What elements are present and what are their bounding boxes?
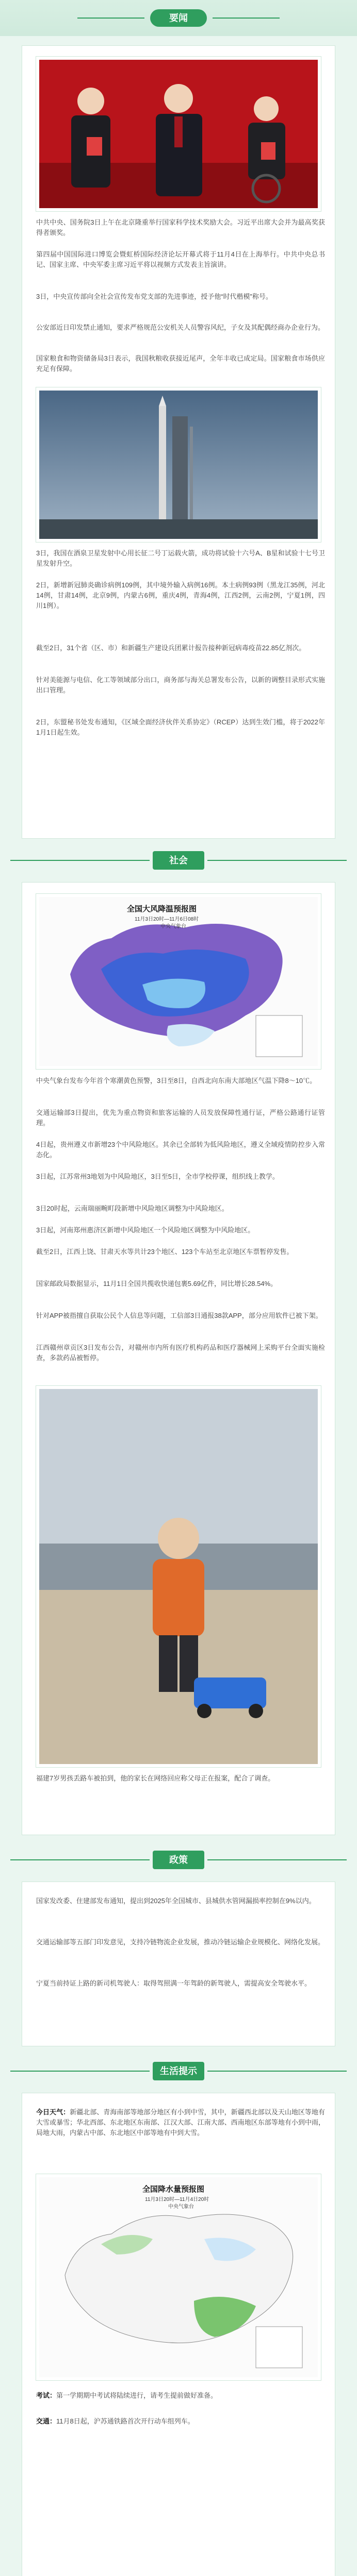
life-traffic-label: 交通： [36,2417,57,2425]
cold-wave-map-time: 11月3日20时—11月6日08时 [135,917,199,922]
society-item-3: 4日起，贵州遵义市新增23个中风险地区。其余已全部转为低风险地区，遵义全域疫情防控步入常态化。 [36,1141,325,1159]
banner-line-left [77,18,144,19]
section-bar-right [207,1859,347,1860]
top-banner [0,0,357,36]
life-traffic [36,2416,325,2427]
beach-child-illustration [39,1389,318,1764]
banner-line-right [213,18,280,19]
life-exam-label: 考试： [36,2392,57,2399]
news-item-2: 第四届中国国际进口博览会暨虹桥国际经济论坛开幕式将于11月4日在上海举行。中共中央总书记、国家主席、中央军委主席习近平将以视频方式发表主旨演讲。 [36,250,325,268]
life-weather [36,2107,325,2138]
section-life [0,2056,357,2087]
news-item-8: 截至2日，31个省（区、市）和新疆生产建设兵团累计报告接种新冠病毒疫苗22.85亿剂次。 [36,644,306,652]
society-item-1: 中央气象台发布今年首个寒潮黄色预警，3日至8日，自西北向东南大部地区气温下降8～10℃。 [36,1077,317,1084]
society-item-7: 截至2日，江西上饶、甘肃天水等共计23个地区、123个车站至北京地区车票暂停发售。 [36,1248,294,1256]
section-bar-left [10,1859,150,1860]
news-item-3: 3日，中央宣传部向全社会宣传发布党支部的先进事迹，授予他“时代楷模”称号。 [36,293,272,300]
policy-item-3: 宁夏当前持证上路的新司机驾驶人：取得驾照满一年驾龄的新驾驶人，需提高安全驾驶水平。 [36,1979,312,1987]
life-exam [36,2391,325,2401]
cold-wave-map [36,894,321,1069]
life-weather-label: 今日天气： [36,2108,70,2116]
section-bar-right [207,860,347,861]
life-exam-text: 第一学期期中考试将陆续进行，请考生提前做好准备。 [56,2392,218,2399]
section-bar-right [207,2071,347,2072]
news-item-4: 公安部近日印发禁止通知，要求严格规范公安机关人员警容风纪，子女及其配偶经商办企业行为。 [36,324,325,331]
precip-map-org: 中央气象台 [168,2204,194,2210]
news-item-10: 2日，东盟秘书处发布通知，《区域全面经济伙伴关系协定》（RCEP）达到生效门槛，将于2022年1月1日起生效。 [36,718,325,736]
ceremony-illustration [39,60,318,208]
society-item-5: 3日20时起，云南瑞丽畹町段新增中风险地区调整为中风险地区。 [36,1205,229,1212]
life-traffic-text: 11月8日起，沪苏通铁路首次开行动车组列车。 [56,2417,194,2425]
policy-card [22,1882,335,2046]
policy-item-1: 国家发改委、住建部发布通知，提出到2025年全国城市、县城供水管网漏损率控制在9%以内。 [36,1897,316,1905]
section-bar-left [10,860,150,861]
society-item-2: 交通运输部3日提出，优先为重点物资和旅客运输的人员发放保障性通行证，严格公路通行证管理。 [36,1109,325,1127]
society-item-10: 江西赣州章贡区3日发布公告，对赣州市内所有医疗机构药品和医疗器械网上采购平台全面实施检查，多款药品被暂停。 [36,1344,325,1362]
section-policy [0,1844,357,1875]
policy-item-2: 交通运输部等五部门印发意见，支持冷链物流企业发展，推动冷链运输企业规模化、网络化发展。 [36,1938,325,1946]
society-item-4: 3日起，江苏常州3地划为中风险地区，3日至5日，全市学校停课，组织线上教学。 [36,1173,279,1180]
news-item-5: 国家粮食和物资储备局3日表示，我国秋粮收获接近尾声，全年丰收已成定局。国家粮食市场供应充足有保障。 [36,354,325,372]
ceremony-photo [36,57,321,211]
section-title-life: 生活提示 [153,2062,204,2080]
precip-map-title: 全国降水量预报图 [142,2185,205,2194]
section-title-society: 社会 [153,851,204,870]
precip-map-time: 11月3日20时—11月4日20时 [145,2197,209,2202]
life-weather-text: 新疆北部、青海南部等地部分地区有小到中雪，其中，新疆西北部以及天山地区等地有大雪或暴雪；华北西部、东北地区东南部、江汉大部、江南大部、西南地区东部等地有小到中雨，局地大雨，内蒙古中部、东北地区中部等地有中到大雪。 [36,2108,325,2137]
section-title-policy: 政策 [153,1851,204,1869]
rocket-photo [36,387,321,542]
section-society [0,845,357,876]
news-item-9: 针对美能源与电信、化工等领域部分出口，商务部与海关总署发布公告，以新的调整目录形式实施出口管理。 [36,676,325,694]
society-item-8: 国家邮政局数据显示，11月1日全国共揽收快递包裹5.69亿件，同比增长28.54%。 [36,1280,278,1287]
cold-wave-map-org: 中央气象台 [160,924,186,929]
beach-child-photo [36,1386,321,1767]
rocket-illustration [39,391,318,539]
cold-wave-map-title: 全国大风降温预报图 [127,905,197,913]
society-item-11: 福建7岁男孩丢路车被拍到，他的家长在网络回应称父母正在报案，配合了调查。 [36,1774,275,1782]
society-item-6: 3日起，河南郑州惠济区新增中风险地区一个风险地区调整为中风险地区。 [36,1226,255,1234]
news-item-6: 3日，我国在酒泉卫星发射中心用长征二号丁运载火箭，成功将试验十六号A、B星和试验十七号卫星发射升空。 [36,549,325,567]
precip-map [36,2174,321,2380]
section-bar-left [10,2071,150,2072]
society-item-9: 针对APP被指擅自获取公民个人信息等问题，工信部3日通报38款APP，部分应用软件已被下架。 [36,1312,322,1319]
section-title-news: 要闻 [150,9,207,27]
news-item-7: 2日，新增新冠肺炎确诊病例109例，其中境外输入病例16例。本土病例93例（黑龙江35例，河北14例，甘肃14例，北京9例，内蒙古6例，重庆4例，青海4例，江西2例，云南2例，宁夏1例，四川1例）。 [36,581,325,609]
news-item-1: 中共中央、国务院3日上午在北京隆重举行国家科学技术奖励大会。习近平出席大会并为最高奖获得者颁奖。 [36,218,325,236]
